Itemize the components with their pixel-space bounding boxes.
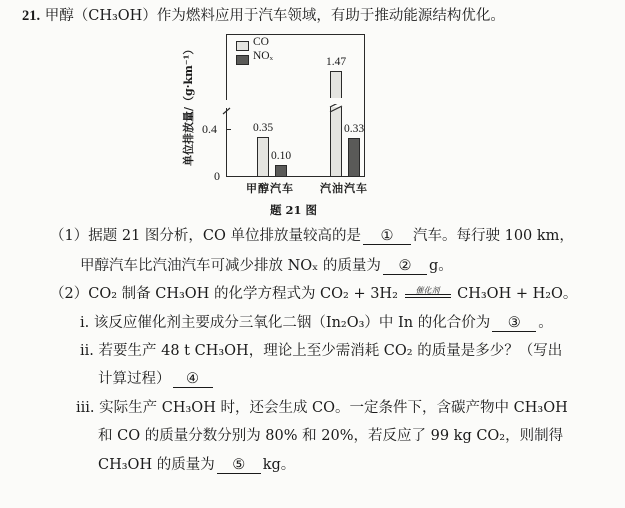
part1-text-b: 汽车。每行驶 100 km， [413, 228, 574, 244]
part2-label: （2） [50, 286, 89, 302]
part2-i-label: i. [80, 315, 90, 331]
part2-i-text: 该反应催化剂主要成分三氧化二铟（In₂O₃）中 In 的化合价为 [93, 315, 491, 331]
answer-blank-3[interactable]: ③ [492, 315, 536, 332]
value-gasoline-nox: 0.33 [343, 123, 365, 135]
answer-blank-5[interactable]: ⑤ [217, 457, 261, 474]
part2-iii-text2: 和 CO 的质量分数分别为 80% 和 20%，若反应了 99 kg CO₂，则制得 [98, 428, 564, 444]
part1-text-d: g。 [428, 258, 453, 274]
catalyst-equals-sign [403, 284, 453, 304]
y-tick-0: 0 [214, 169, 220, 183]
y-tick-0.4: 0.4 [202, 122, 217, 136]
part1-text-a: 据题 21 图分析，CO 单位排放量较高的是 [88, 228, 361, 244]
part2-text-b: CH₃OH + H₂O。 [457, 286, 578, 302]
question-number: 21. [22, 8, 41, 24]
legend-swatch-nox [236, 55, 249, 65]
part1-label: （1） [50, 228, 89, 244]
part1-line1 [50, 226, 574, 246]
question-stem-text: 甲醇（CH₃OH）作为燃料应用于汽车领域，有助于推动能源结构优化。 [44, 8, 505, 24]
category-gasoline: 汽油汽车 [320, 182, 368, 195]
part2-i-end: 。 [538, 315, 553, 331]
part2-ii-text2: 计算过程） [98, 371, 171, 387]
y-axis-label: 单位排放量/（g·km⁻¹） [182, 43, 195, 166]
part2-iii-text3: CH₃OH 的质量为 [98, 457, 215, 473]
bar-break-mark [328, 98, 344, 107]
bar-methanol-nox [275, 165, 287, 177]
answer-blank-1[interactable]: ① [363, 228, 411, 245]
part2-i-line [80, 313, 553, 333]
legend-swatch-co [236, 41, 249, 51]
value-methanol-co: 0.35 [252, 122, 274, 134]
legend-label-co: CO [253, 36, 269, 48]
answer-blank-4[interactable]: ④ [173, 371, 213, 388]
part2-ii-label: ii. [80, 343, 94, 359]
part2-text-a: CO₂ 制备 CH₃OH 的化学方程式为 CO₂ + 3H₂ [88, 286, 398, 302]
part2-equation-line [50, 284, 577, 304]
part2-iii-line3 [98, 455, 295, 475]
answer-blank-2[interactable]: ② [383, 258, 427, 275]
value-methanol-nox: 0.10 [270, 150, 292, 162]
bar-gasoline-nox [348, 138, 360, 177]
value-gasoline-co: 1.47 [325, 56, 347, 68]
part1-text-c: 甲醇汽车比汽油汽车可减少排放 NOₓ 的质量为 [80, 258, 381, 274]
part2-iii-line1 [76, 398, 568, 418]
figure-caption: 题 21 图 [270, 203, 318, 217]
part2-ii-text: 若要生产 48 t CH₃OH，理论上至少需消耗 CO₂ 的质量是多少？（写出 [98, 343, 563, 359]
emission-bar-chart [170, 30, 400, 220]
catalyst-label: 催化剂 [415, 286, 440, 295]
part2-ii-line2 [98, 369, 215, 389]
axis-break-mark [222, 100, 231, 108]
y-tick-mark [226, 129, 231, 130]
question-stem [22, 6, 505, 26]
category-methanol: 甲醇汽车 [246, 182, 294, 195]
part1-line2 [80, 256, 453, 276]
part2-iii-text1: 实际生产 CH₃OH 时，还会生成 CO。一定条件下，含碳产物中 CH₃OH [99, 400, 568, 416]
part2-iii-label: iii. [76, 400, 95, 416]
legend-label-nox: NOₓ [253, 50, 273, 62]
part2-iii-end: kg。 [262, 457, 296, 473]
part2-iii-line2 [98, 426, 563, 446]
part2-ii-line1 [80, 341, 562, 361]
